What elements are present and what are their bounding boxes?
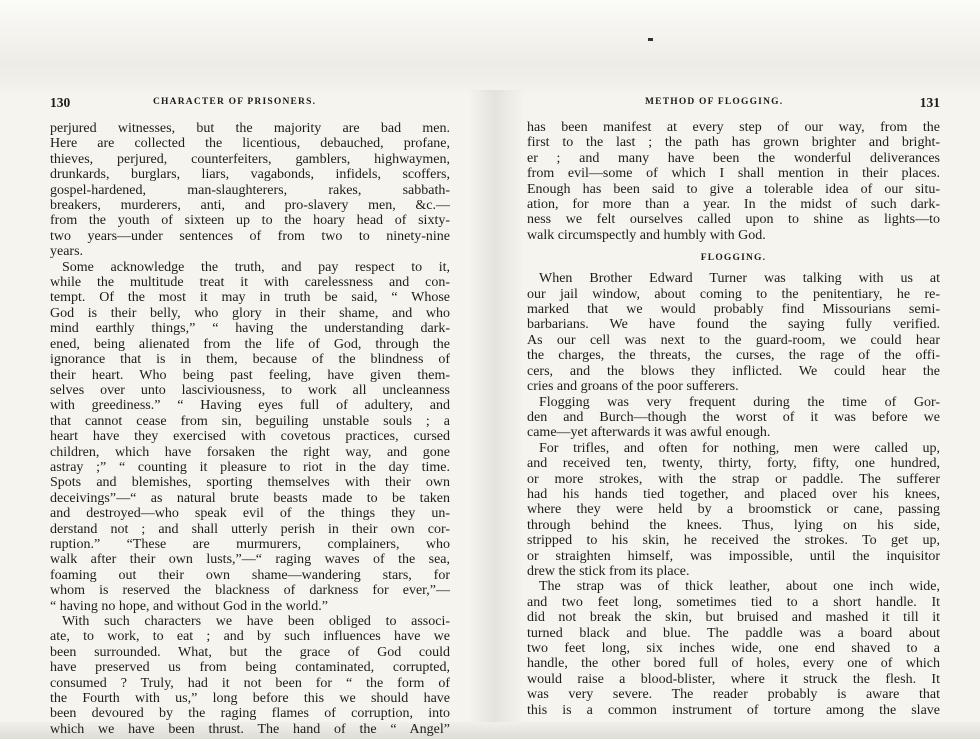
text-line: the charges, the threats, the curses, the rage of the offi-	[527, 348, 940, 364]
text-line: deceivings”—“ as natural brute beasts made to be taken	[50, 490, 450, 506]
text-line: did not break the skin, but bruised and mashed it till it	[527, 610, 940, 626]
text-line: perjured witnesses, but the majority are bad men.	[50, 121, 450, 136]
text-line: ate, to work, to eat ; and by such influences have we	[50, 629, 450, 645]
scan-artifact	[648, 38, 653, 41]
text-line: turned black and blue. The paddle was a board about	[527, 625, 940, 641]
right-page-number: 131	[919, 95, 940, 110]
text-line: been devoured by the raging flames of corruption, into	[50, 706, 450, 722]
right-running-title: METHOD OF FLOGGING.	[645, 97, 784, 107]
text-line: came—yet afterwards it was awful enough.	[527, 425, 771, 441]
left-body-text	[50, 121, 450, 737]
text-line: drew the stick from its place.	[527, 563, 690, 579]
text-line: has been manifest at every step of our way, from the	[527, 120, 940, 135]
text-line: and received ten, twenty, thirty, forty, fifty, one hundred,	[527, 456, 940, 472]
right-page	[527, 95, 940, 718]
text-line: while the multitude treat it with carelessness and con-	[50, 275, 450, 291]
right-intro-paragraph	[527, 120, 940, 243]
text-line: children, which have forsaken the right way, and gone	[50, 444, 450, 460]
text-line: er ; and many have been the wonderful deliverances	[527, 150, 940, 166]
section-heading: FLOGGING.	[700, 253, 767, 264]
text-line: With such characters we have been obliged to associ-	[62, 614, 450, 629]
text-line: The strap was of thick leather, about one inch wide,	[539, 579, 940, 595]
text-line: cers, and the blows they inflicted. We could hear the	[527, 363, 940, 379]
scan-margin-top	[0, 0, 980, 92]
text-line: heart have they exercised with covetous practices, cursed	[50, 429, 450, 445]
text-line: thieves, perjured, counterfeiters, gamblers, highwaymen,	[50, 151, 450, 167]
text-line: tempt. Of the most it may in truth be said, “ Whose	[50, 290, 450, 306]
text-line: handle, the other bored full of holes, every one of which	[527, 656, 940, 672]
text-line: with greediness.” “ Having eyes full of adultery, and	[50, 398, 450, 414]
text-line: our jail window, about coming to the penitentiary, he re-	[527, 286, 940, 302]
text-line: drunkards, burglars, liars, vagabonds, infidels, scoffers,	[50, 167, 450, 183]
text-line: or more strokes, with the strap or paddle. The sufferer	[527, 471, 940, 487]
text-line: foaming out their own shame—wandering stars, for	[50, 567, 450, 583]
text-line: “ having no hope, and without God in the world.”	[50, 598, 329, 614]
text-line: two feet long, six inches wide, one end shaved to a	[527, 641, 940, 656]
right-paragraph-4	[527, 579, 940, 718]
text-line: ation, for more than a year. In the midst of such dark-	[527, 197, 940, 213]
text-line: Flogging was very frequent during the time of Gor-	[539, 394, 940, 410]
text-line: or straighten himself, was impossible, until the inquisitor	[527, 548, 940, 564]
text-line: that cannot cease from sin, beguiling unstable souls ; a	[50, 413, 450, 429]
text-line: was very severe. The reader probably is aware that	[527, 687, 940, 703]
text-line: whom is reserved the blackness of darkness for ever,”—	[50, 583, 450, 599]
text-line: barbarians. We have found the saying fully verified.	[527, 317, 940, 333]
text-line: the Fourth with us,” long before this we should have	[50, 691, 450, 707]
right-paragraph-3	[527, 441, 940, 580]
text-line: ness we felt ourselves called upon to shine as lights—to	[527, 212, 940, 228]
text-line: For trifles, and often for nothing, men were called up,	[539, 440, 940, 456]
text-line: mind earthly things,” “ having the understanding dark-	[50, 321, 450, 337]
text-line: from the youth of sixteen up to the hoary head of sixty-	[50, 213, 450, 229]
text-line: first to the last ; the path has grown brighter and bright-	[527, 135, 940, 151]
text-line: and two feet long, sometimes tied to a short handle. It	[527, 594, 940, 610]
text-line: would raise a blood-blister, where it struck the flesh. It	[527, 671, 940, 687]
text-line: gospel-hardened, man-slaughterers, rakes, sabbath-	[50, 182, 450, 198]
left-running-title: CHARACTER OF PRISONERS.	[153, 97, 317, 107]
text-line: When Brother Edward Turner was talking with us at	[539, 271, 940, 287]
text-line: breakers, murderers, anti, and pro-slavery men, &c.—	[50, 198, 450, 214]
text-line: and destroyed—who speak evil of the things they un-	[50, 506, 450, 522]
text-line: been surrounded. What, but the grace of God could	[50, 644, 450, 660]
text-line: Some acknowledge the truth, and pay respect to it,	[62, 259, 450, 275]
text-line: two years—under sentences of from two to ninety-nine	[50, 228, 450, 244]
left-running-head	[50, 95, 450, 113]
text-line: ignorance that is in them, because of the blindness of	[50, 352, 450, 368]
text-line: ened, being alienated from the life of God, through the	[50, 336, 450, 352]
text-line: selves over unto lasciviousness, to work all uncleanness	[50, 382, 450, 398]
text-line: astray ;” “ counting it pleasure to riot in the day time.	[50, 459, 450, 475]
text-line: stripped to his skin, he received the strokes. To get up,	[527, 533, 940, 549]
left-page	[50, 95, 450, 737]
text-line: derstand not ; and shall utterly perish in their own cor-	[50, 521, 450, 537]
text-line: God is their belly, who glory in their shame, and who	[50, 305, 450, 321]
left-paragraph-2	[50, 260, 450, 614]
text-line: from evil—some of which I shall mention in their places.	[527, 166, 940, 182]
text-line: have preserved us from being contaminated, corrupted,	[50, 660, 450, 676]
text-line: walk circumspectly and humbly with God.	[527, 227, 766, 243]
left-paragraph-1	[50, 121, 450, 260]
text-line: had his hands tied together, and placed over his knees,	[527, 486, 940, 502]
left-page-number: 130	[50, 95, 71, 110]
left-paragraph-3	[50, 614, 450, 737]
text-line: cries and groans of the poor sufferers.	[527, 379, 739, 395]
text-line: their heart. Who being past feeling, have given them-	[50, 367, 450, 383]
text-line: ruption.” “These are murmurers, complainers, who	[50, 536, 450, 552]
right-paragraph-2	[527, 395, 940, 441]
text-line: den and Burch—though the worst of it was before we	[527, 409, 940, 425]
right-paragraph-1	[527, 271, 940, 394]
text-line: consumed ? Truly, had it not been for “ the form of	[50, 675, 450, 691]
book-gutter	[468, 90, 524, 722]
text-line: Enough has been said to give a tolerable idea of our situ-	[527, 181, 940, 197]
text-line: As our cell was next to the guard-room, we could hear	[527, 332, 940, 348]
text-line: which we have been thrust. The hand of the “ Angel”	[50, 721, 450, 737]
text-line: Spots and blemishes, sporting themselves with their own	[50, 475, 450, 491]
text-line: where they were held by a broomstick or cane, passing	[527, 502, 940, 518]
right-body-text	[527, 120, 940, 718]
text-line: through behind the knees. Thus, lying on his side,	[527, 517, 940, 533]
text-line: marked that we would probably find Missourians semi-	[527, 302, 940, 318]
text-line: walk after their own lusts,”—“ raging waves of the sea,	[50, 552, 450, 568]
text-line: years.	[50, 244, 84, 260]
right-running-head	[527, 95, 940, 113]
text-line: this is a common instrument of torture among the slave	[527, 702, 940, 718]
text-line: Here are collected the licentious, debauched, profane,	[50, 136, 450, 152]
